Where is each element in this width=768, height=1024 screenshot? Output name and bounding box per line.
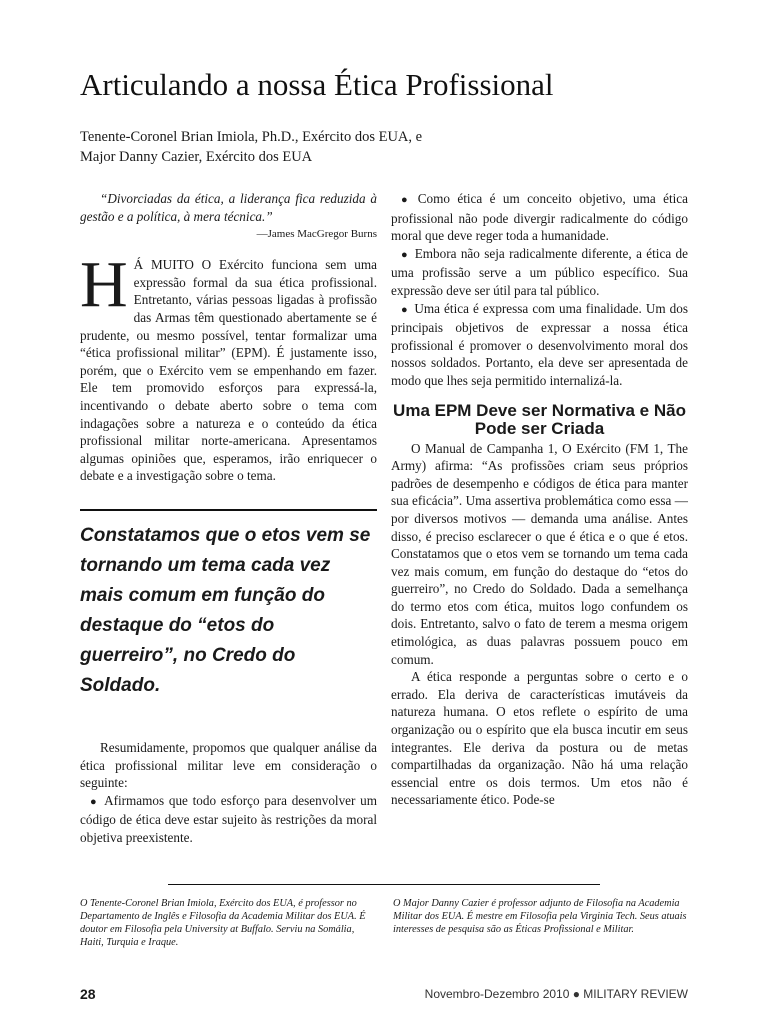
bullet-icon: ● xyxy=(90,795,99,808)
bullet-text: Embora não seja radicalmente diferente, a ética de uma profissão serve a um público específico. Sua expressão deve ser útil para tal público. xyxy=(391,245,688,298)
epigraph-author: —James MacGregor Burns xyxy=(256,228,377,241)
bullet-text: Afirmamos que todo esforço para desenvolver um código de ética deve estar sujeito às restrições da moral objetiva preexistente. xyxy=(80,792,377,845)
drop-cap: H xyxy=(80,248,128,322)
intro-text: Á MUITO O Exército funciona sem uma expressão formal da sua ética profissional. Entretanto, várias pessoas ligadas à profissão das Armas têm questionado abertamente se é prudente, ou mesmo possível, tentar formalizar uma “ética profissional militar” (EPM). É justamente isso, porém, que o Exército vem se empenhando em fazer. Ele tem promovido esforços para expressá-la, incentivando o debate aberto sobre o tema com indagações sobre a natureza e o conteúdo da ética profissional militar norte-americana. Apresentamos algumas opiniões que, esperamos, irão enriquecer o debate e a investigação sobre o tema. xyxy=(80,257,377,484)
section-heading: Uma EPM Deve ser Normativa e Não Pode ser Criada xyxy=(393,400,686,438)
page-number: 28 xyxy=(80,986,96,1002)
left-column xyxy=(80,190,377,846)
bullet-item-4 xyxy=(391,300,688,390)
footnote-divider xyxy=(168,884,600,885)
article-title: Articulando a nossa Ética Profissional xyxy=(80,67,554,102)
bullet-icon: ● xyxy=(401,194,412,206)
body-paragraph-1: O Manual de Campanha 1, O Exército (FM 1, The Army) afirma: “As profissões criam seus próprios padrões de desempenho e códigos de ética para manter sua eficácia”. Uma assertiva problemática como essa — por diversos motivos — demanda uma análise. Antes disso, é preciso esclarecer o que é ética e o que é etos. Constatamos que o etos vem se tornando um tema cada vez mais comum, em função do destaque do “etos do guerreiro”, no Credo do Soldado. Dada a semelhança do termo etos com ética, muitos logo confundem os dois. Entretanto, salvo o fato de terem a mesma origem etimológica, as duas palavras possuem pouco em comum. xyxy=(391,440,688,667)
bullet-icon: ● xyxy=(401,248,409,261)
bullet-item-3 xyxy=(391,245,688,300)
journal-footer: Novembro-Dezembro 2010 ● MILITARY REVIEW xyxy=(424,987,688,1001)
body-paragraph-2: A ética responde a perguntas sobre o certo e o errado. Ela deriva de características imutáveis da natureza humana. O etos reflete o espírito de uma organização ou o espírito que ela busca incutir em seus integrantes. Ele deriva da postura ou de metas compartilhadas da organização. Não há uma relação essencial entre os dois termos. Um etos não é necessariamente ético. Pode-se xyxy=(391,669,688,808)
bullet-text: Uma ética é expressa com uma finalidade. Um dos principais objetivos de expressar a nossa ética profissional é promover o desenvolvimento moral dos nossos soldados. Portanto, ela deve ser apresentada de modo que lhes seja permitido internalizá-la. xyxy=(391,300,688,388)
author-byline xyxy=(80,127,600,167)
bullet-text: Como ética é um conceito objetivo, uma ética profissional não pode divergir radicalmente do código moral que deve reger toda a humanidade. xyxy=(391,191,688,244)
bullet-icon: ● xyxy=(401,303,409,316)
summary-paragraph: Resumidamente, propomos que qualquer análise da ética profissional militar leve em consideração o seguinte: xyxy=(80,739,377,791)
bullet-item-2 xyxy=(391,190,688,245)
author-line-2: Major Danny Cazier, Exército dos EUA xyxy=(80,149,313,165)
footnote-author-2: O Major Danny Cazier é professor adjunto de Filosofia na Academia Militar dos EUA. É mestre em Filosofia pela Virginia Tech. Seus atuais interesses de pesquisa são as Éticas Profissional e Militar. xyxy=(393,898,687,935)
author-line-1: Tenente-Coronel Brian Imiola, Ph.D., Exército dos EUA, e xyxy=(80,129,423,145)
footnote-author-1: O Tenente-Coronel Brian Imiola, Exército dos EUA, é professor no Departamento de Inglês e Filosofia da Academia Militar dos EUA. É doutor em Filosofia pela University at Buffalo. Serviu na Somália, Haiti, Turquia e Iraque. xyxy=(80,898,366,948)
right-column xyxy=(391,190,688,809)
pull-quote: Constatamos que o etos vem se tornando um tema cada vez mais comum em função do destaque do “etos do guerreiro”, no Credo do Soldado. xyxy=(80,509,377,701)
bullet-item-1 xyxy=(80,792,377,847)
intro-paragraph xyxy=(80,248,377,485)
epigraph-quote: “Divorciadas da ética, a liderança fica reduzida à gestão e a política, à mera técnica.” xyxy=(80,191,377,224)
